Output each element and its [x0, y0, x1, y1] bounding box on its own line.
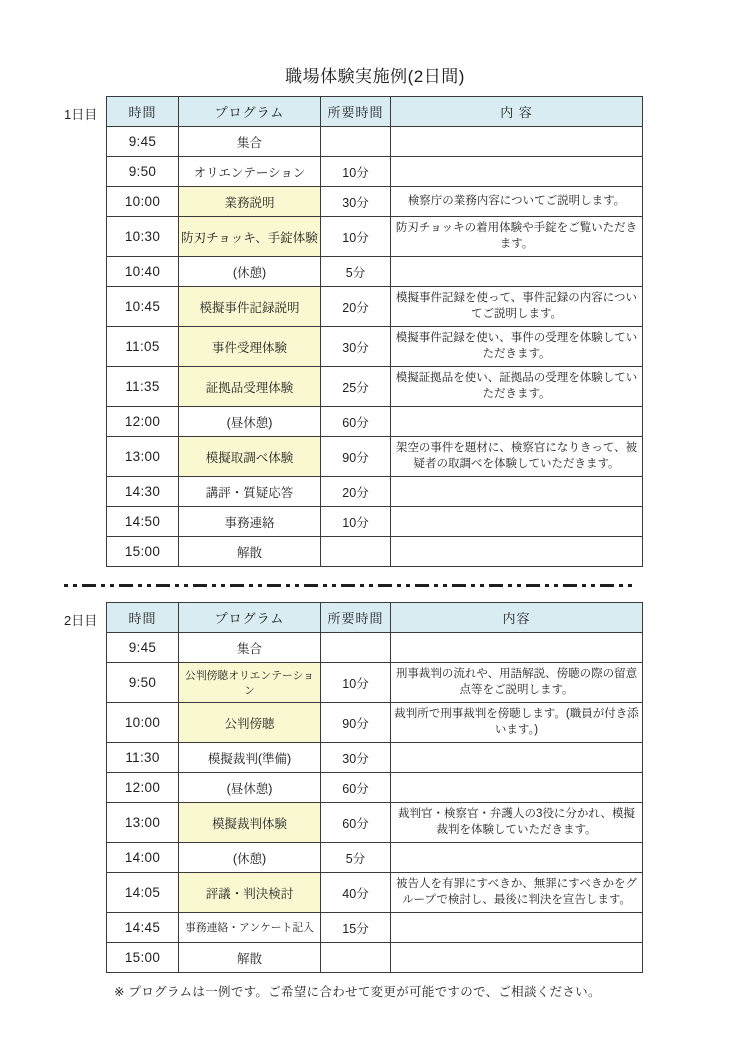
program-cell: (昼休憩): [179, 773, 321, 803]
program-cell: 公判傍聴: [179, 703, 321, 743]
content-cell: [391, 537, 643, 567]
duration-cell: 30分: [321, 743, 391, 773]
time-cell: 11:35: [107, 367, 179, 407]
duration-cell: 5分: [321, 843, 391, 873]
table-row: [107, 943, 643, 973]
content-cell: [391, 407, 643, 437]
duration-cell: 90分: [321, 437, 391, 477]
time-cell: 9:50: [107, 157, 179, 187]
time-cell: 10:40: [107, 257, 179, 287]
content-cell: [391, 127, 643, 157]
table-row: [107, 287, 643, 327]
column-header: 所要時間: [321, 603, 391, 633]
dashed-separator: [64, 584, 632, 587]
program-cell: (休憩): [179, 257, 321, 287]
duration-cell: 10分: [321, 663, 391, 703]
time-cell: 14:00: [107, 843, 179, 873]
table-row: [107, 773, 643, 803]
program-cell: 解散: [179, 537, 321, 567]
program-cell: 講評・質疑応答: [179, 477, 321, 507]
duration-cell: 20分: [321, 477, 391, 507]
page-title: 職場体験実施例(2日間): [285, 67, 465, 86]
program-cell: 事務連絡・アンケート記入: [179, 913, 321, 943]
table-row: [107, 913, 643, 943]
duration-cell: 30分: [321, 327, 391, 367]
day1-label: 1日目: [64, 107, 98, 122]
content-cell: 裁判所で刑事裁判を傍聴します。(職員が付き添います。): [391, 703, 643, 743]
duration-cell: 60分: [321, 773, 391, 803]
program-cell: 公判傍聴オリエンテーション: [179, 663, 321, 703]
content-cell: [391, 633, 643, 663]
duration-cell: [321, 943, 391, 973]
duration-cell: 10分: [321, 217, 391, 257]
time-cell: 9:45: [107, 633, 179, 663]
table-row: [107, 367, 643, 407]
content-cell: 被告人を有罪にすべきか、無罪にすべきかをグループで検討し、最後に判決を宣告します。: [391, 873, 643, 913]
time-cell: 11:30: [107, 743, 179, 773]
program-cell: 模擬事件記録説明: [179, 287, 321, 327]
day1-schedule-table: [106, 96, 643, 567]
program-cell: 集合: [179, 127, 321, 157]
content-cell: 裁判官・検察官・弁護人の3役に分かれ、模擬裁判を体験していただきます。: [391, 803, 643, 843]
footnote: ※ プログラムは一例です。ご希望に合わせて変更が可能ですので、ご相談ください。: [114, 985, 601, 1000]
content-cell: [391, 943, 643, 973]
time-cell: 10:00: [107, 187, 179, 217]
table-row: [107, 703, 643, 743]
time-cell: 15:00: [107, 537, 179, 567]
duration-cell: 10分: [321, 507, 391, 537]
table-row: [107, 743, 643, 773]
duration-cell: 30分: [321, 187, 391, 217]
time-cell: 10:45: [107, 287, 179, 327]
document-content: [0, 96, 750, 1000]
content-cell: [391, 743, 643, 773]
time-cell: 12:00: [107, 407, 179, 437]
program-cell: オリエンテーション: [179, 157, 321, 187]
duration-cell: 20分: [321, 287, 391, 327]
table-row: [107, 507, 643, 537]
time-cell: 9:50: [107, 663, 179, 703]
content-cell: 検察庁の業務内容についてご説明します。: [391, 187, 643, 217]
content-cell: 架空の事件を題材に、検察官になりきって、被疑者の取調べを体験していただきます。: [391, 437, 643, 477]
duration-cell: 40分: [321, 873, 391, 913]
duration-cell: 15分: [321, 913, 391, 943]
duration-cell: 60分: [321, 407, 391, 437]
column-header: 内容: [391, 603, 643, 633]
day2-label: 2日目: [64, 613, 98, 629]
time-cell: 10:30: [107, 217, 179, 257]
day2-schedule-table: [106, 602, 643, 973]
table-row: [107, 873, 643, 913]
duration-cell: [321, 537, 391, 567]
duration-cell: 60分: [321, 803, 391, 843]
content-cell: 模擬証拠品を使い、証拠品の受理を体験していただきます。: [391, 367, 643, 407]
column-header: 内 容: [391, 97, 643, 127]
content-cell: 模擬事件記録を使い、事件の受理を体験していただきます。: [391, 327, 643, 367]
table-row: [107, 633, 643, 663]
table-row: [107, 127, 643, 157]
table-row: [107, 407, 643, 437]
program-cell: (休憩): [179, 843, 321, 873]
table-row: [107, 803, 643, 843]
day2-schedule-section: [64, 602, 750, 973]
time-cell: 11:05: [107, 327, 179, 367]
time-cell: 15:00: [107, 943, 179, 973]
table-row: [107, 157, 643, 187]
duration-cell: [321, 633, 391, 663]
time-cell: 14:05: [107, 873, 179, 913]
program-cell: 事件受理体験: [179, 327, 321, 367]
column-header: 所要時間: [321, 97, 391, 127]
header-row: [107, 603, 643, 633]
time-cell: 13:00: [107, 437, 179, 477]
duration-cell: 10分: [321, 157, 391, 187]
content-cell: [391, 507, 643, 537]
time-cell: 14:45: [107, 913, 179, 943]
duration-cell: 5分: [321, 257, 391, 287]
program-cell: 証拠品受理体験: [179, 367, 321, 407]
program-cell: 事務連絡: [179, 507, 321, 537]
program-cell: 業務説明: [179, 187, 321, 217]
time-cell: 12:00: [107, 773, 179, 803]
duration-cell: 25分: [321, 367, 391, 407]
table-row: [107, 437, 643, 477]
table-row: [107, 477, 643, 507]
program-cell: 模擬取調べ体験: [179, 437, 321, 477]
time-cell: 10:00: [107, 703, 179, 743]
table-row: [107, 663, 643, 703]
content-cell: 防刃チョッキの着用体験や手錠をご覧いただきます。: [391, 217, 643, 257]
table-row: [107, 187, 643, 217]
time-cell: 13:00: [107, 803, 179, 843]
program-cell: 模擬裁判体験: [179, 803, 321, 843]
duration-cell: 90分: [321, 703, 391, 743]
program-cell: 集合: [179, 633, 321, 663]
header-row: [107, 97, 643, 127]
time-cell: 14:50: [107, 507, 179, 537]
program-cell: 解散: [179, 943, 321, 973]
program-cell: 防刃チョッキ、手錠体験: [179, 217, 321, 257]
time-cell: 14:30: [107, 477, 179, 507]
column-header: 時間: [107, 97, 179, 127]
content-cell: [391, 157, 643, 187]
table-row: [107, 843, 643, 873]
content-cell: 模擬事件記録を使って、事件記録の内容についてご説明します。: [391, 287, 643, 327]
time-cell: 9:45: [107, 127, 179, 157]
content-cell: [391, 773, 643, 803]
program-cell: (昼休憩): [179, 407, 321, 437]
table-row: [107, 327, 643, 367]
content-cell: 刑事裁判の流れや、用語解説、傍聴の際の留意点等をご説明します。: [391, 663, 643, 703]
content-cell: [391, 257, 643, 287]
day1-schedule-section: [64, 96, 750, 567]
table-row: [107, 537, 643, 567]
content-cell: [391, 477, 643, 507]
program-cell: 模擬裁判(準備): [179, 743, 321, 773]
table-row: [107, 217, 643, 257]
table-row: [107, 257, 643, 287]
column-header: 時間: [107, 603, 179, 633]
column-header: プログラム: [179, 97, 321, 127]
content-cell: [391, 843, 643, 873]
column-header: プログラム: [179, 603, 321, 633]
duration-cell: [321, 127, 391, 157]
program-cell: 評議・判決検討: [179, 873, 321, 913]
content-cell: [391, 913, 643, 943]
